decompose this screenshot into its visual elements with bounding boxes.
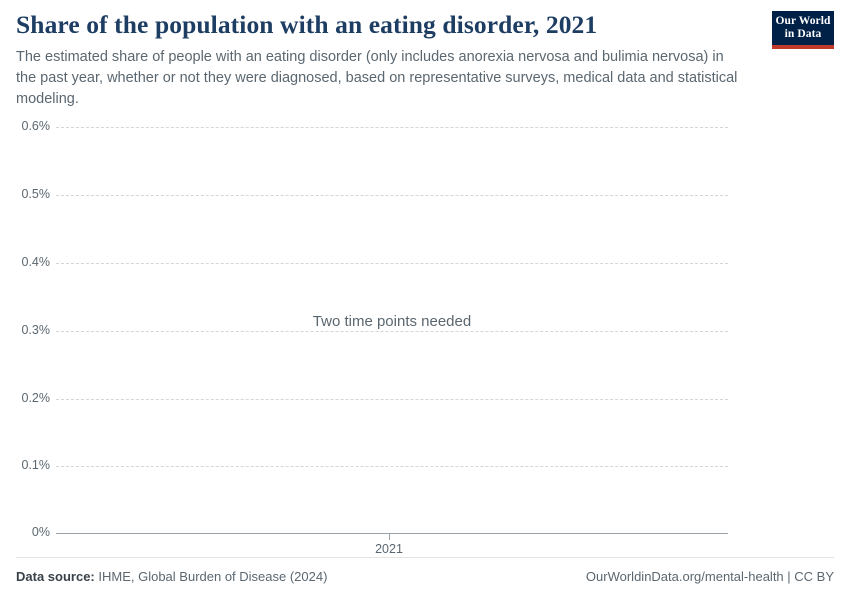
gridline-row: [0, 391, 850, 405]
logo-line-2: in Data: [784, 27, 822, 40]
y-axis-tick-label: 0%: [31, 525, 50, 539]
gridline-row: [0, 458, 850, 472]
y-axis-tick-label: 0.5%: [21, 187, 50, 201]
empty-state-text: Two time points needed: [304, 313, 480, 330]
gridline: [56, 127, 728, 128]
gridline: [56, 466, 728, 467]
gridline: [56, 263, 728, 264]
x-axis-tick-mark: [389, 534, 390, 540]
y-axis-tick-label: 0.4%: [21, 255, 50, 269]
gridline-row: [0, 187, 850, 201]
chart-credit[interactable]: OurWorldinData.org/mental-health | CC BY: [585, 568, 834, 584]
plot-area: [0, 112, 850, 556]
chart-subtitle: The estimated share of people with an eating disorder (only includes anorexia nervosa and bulimia nervosa) in the past year, whether or not they were diagnosed, based on representative surveys, medical data and statistical modeling.: [16, 49, 738, 108]
page-title: Share of the population with an eating disorder, 2021: [16, 10, 598, 39]
gridline-row: [0, 119, 850, 133]
gridline-row: [0, 255, 850, 269]
gridline: [56, 399, 728, 400]
data-source: [16, 569, 327, 584]
gridline: [56, 195, 728, 196]
chart-header: [16, 10, 756, 110]
x-axis-line-row: [0, 525, 850, 539]
data-source-value: IHME, Global Burden of Disease (2024): [98, 568, 328, 584]
y-axis-tick-label: 0.6%: [21, 119, 50, 133]
our-world-in-data-logo[interactable]: [772, 11, 834, 49]
gridline-row: [0, 323, 850, 337]
y-axis-tick-label: 0.1%: [21, 458, 50, 472]
y-axis-tick-label: 0.2%: [21, 391, 50, 405]
x-axis-tick-label: 2021: [375, 542, 403, 556]
chart-footer: [16, 566, 834, 586]
chart-empty-state-message: [56, 313, 728, 330]
x-axis-line: [56, 533, 728, 534]
data-source-label: Data source:: [16, 568, 95, 584]
y-axis-tick-label: 0.3%: [21, 323, 50, 337]
gridline: [56, 331, 728, 332]
logo-line-1: Our World: [775, 15, 831, 27]
